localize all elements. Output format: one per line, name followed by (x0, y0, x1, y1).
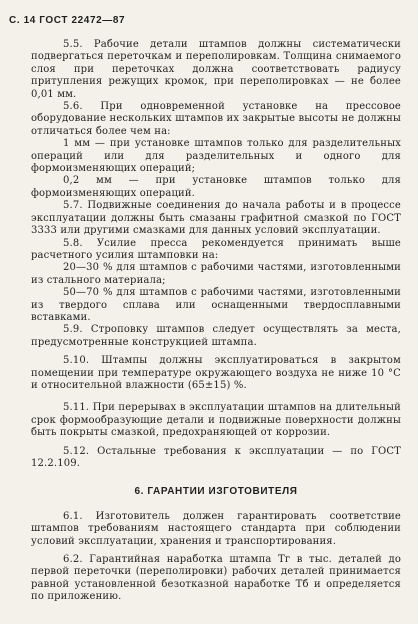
paragraph-5-6-item-2: 0,2 мм — при установке штампов только для формоизменяющих операций. (31, 175, 401, 199)
page-header: С. 14 ГОСТ 22472—87 (9, 15, 126, 26)
paragraph-5-7: 5.7. Подвижные соединения до начала работы и в процессе эксплуатации должны быть смазаны графитной смазкой по ГОСТ 3333 или другими смазками для данных условий эксплуатации. (31, 200, 401, 237)
paragraph-5-6-item-1: 1 мм — при установке штампов только для разделительных операций или для разделительных и одного для формоизменяющих операций; (31, 138, 401, 175)
paragraph-5-8-item-2: 50—70 % для штампов с рабочими частями, изготовленными из твердого сплава или оснащенными твердосплавными вставками. (31, 287, 401, 323)
paragraph-5-11: 5.11. При перерывах в эксплуатации штампов на длительный срок формообразующие детали и подвижные поверхности должны быть покрыты смазкой, предохраняющей от коррозии. (31, 402, 401, 439)
document-body (31, 39, 401, 604)
paragraph-5-6: 5.6. При одновременной установке на прессовое оборудование нескольких штампов их закрытые высоты не должны отличаться более чем на: (31, 101, 401, 137)
paragraph-6-2: 6.2. Гарантийная наработка штампа Тг в тыс. деталей до первой переточки (переполировки) рабочих деталей принимается равной установленной безотказной наработке Тб и определяется по приложению. (31, 554, 401, 603)
paragraph-5-12: 5.12. Остальные требования к эксплуатации — по ГОСТ 12.2.109. (31, 445, 401, 469)
section-title: 6. ГАРАНТИИ ИЗГОТОВИТЕЛЯ (134, 486, 298, 498)
paragraph-5-9: 5.9. Строповку штампов следует осуществлять за места, предусмотренные конструкцией штампа. (31, 324, 401, 348)
paragraph-5-8-item-1: 20—30 % для штампов с рабочими частями, изготовленными из стального материала; (31, 262, 401, 286)
paragraph-5-8: 5.8. Усилие пресса рекомендуется принимать выше расчетного усилия штамповки на: (31, 237, 401, 261)
paragraph-6-1: 6.1. Изготовитель должен гарантировать соответствие штампов требованиям настоящего стандарта при соблюдении условий эксплуатации, хранения и транспортирования. (31, 510, 401, 547)
paragraph-5-10: 5.10. Штампы должны эксплуатироваться в закрытом помещении при температуре окружающего воздуха не ниже 10 °С и относительной влажности (65±15) %. (31, 355, 401, 391)
paragraph-5-5: 5.5. Рабочие детали штампов должны систематически подвергаться переточкам и переполировкам. Толщина снимаемого слоя при переточках должна соответствовать радиусу притупления режущих кромок, при переполировках — не более 0,01 мм. (31, 39, 401, 100)
